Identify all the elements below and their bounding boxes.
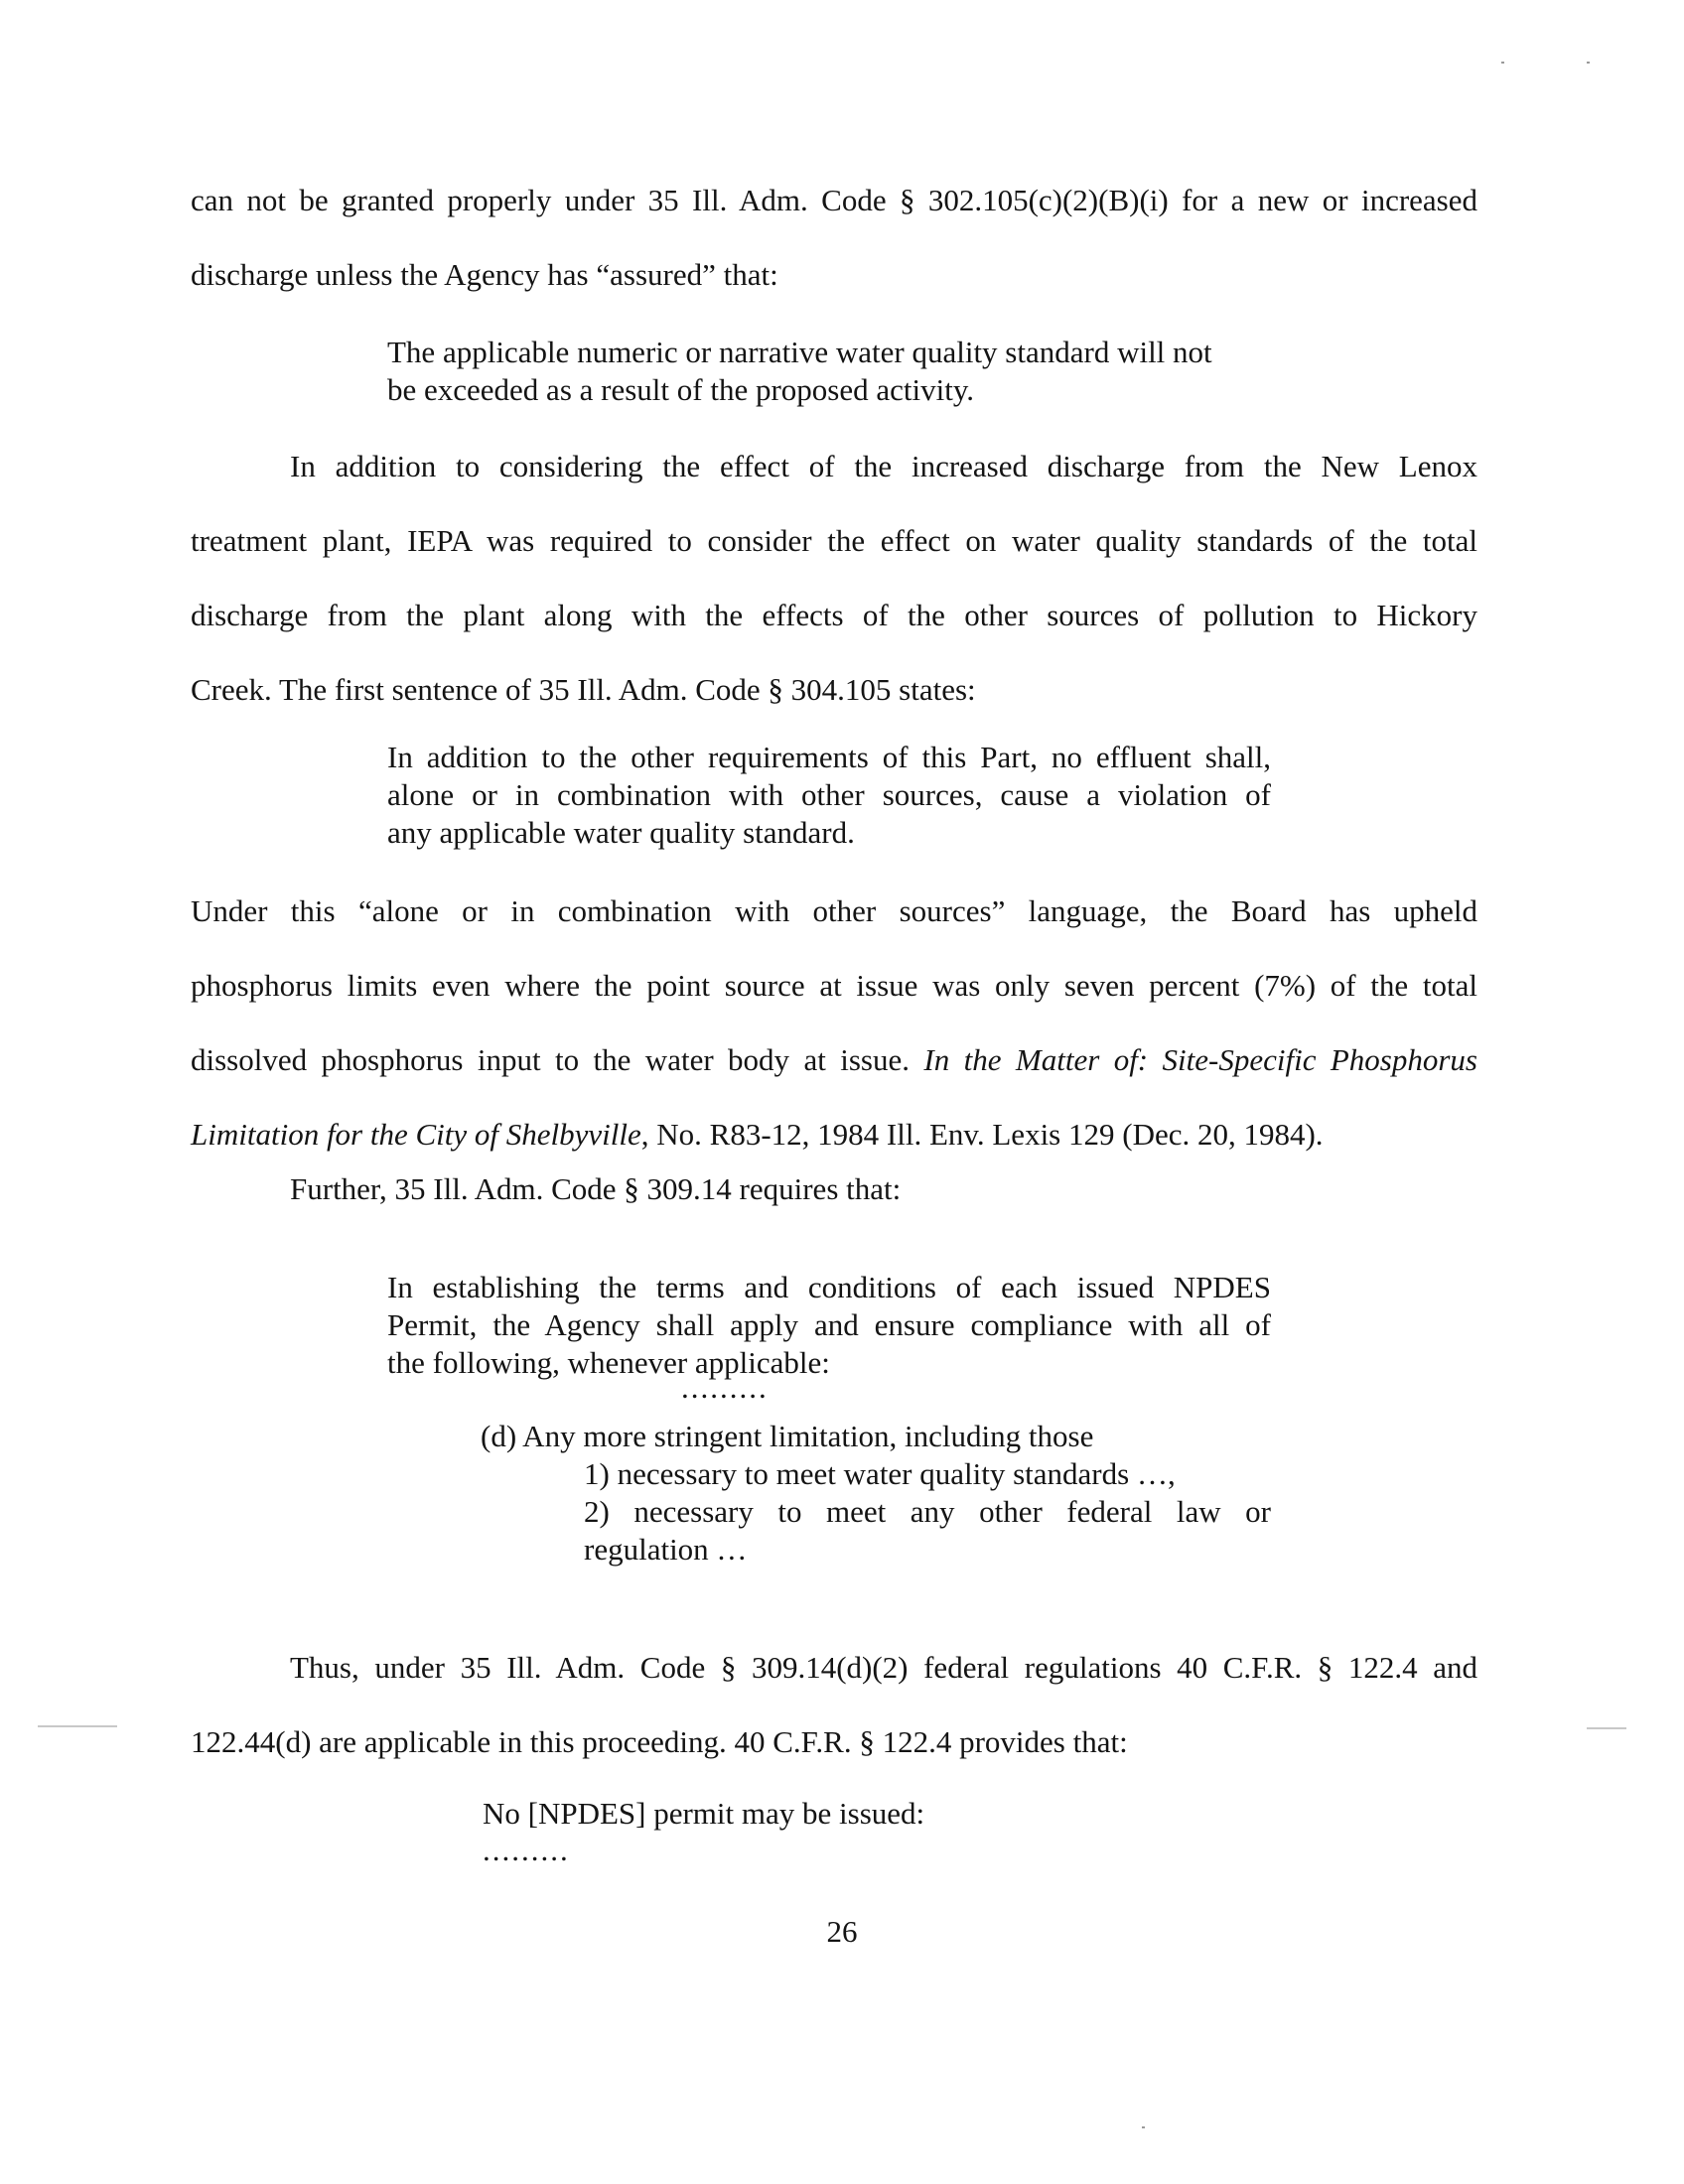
- block-quote-122-4: No [NPDES] permit may be issued:: [483, 1796, 925, 1831]
- ellipsis-omission: .........: [681, 1370, 769, 1405]
- quote-line: In establishing the terms and conditions of each issued NPDES: [387, 1270, 1271, 1304]
- block-quote-302-105: [387, 334, 1271, 409]
- quote-subitem-1: 1) necessary to meet water quality standards …,: [584, 1456, 1176, 1491]
- block-quote-309-14: [387, 1269, 1271, 1382]
- case-citation-italic: In the Matter of: Site-Specific Phosphorus: [923, 1042, 1477, 1077]
- scan-speck: [1587, 62, 1590, 64]
- text-line: discharge unless the Agency has “assured” that:: [191, 257, 778, 292]
- block-quote-304-105: [387, 739, 1271, 852]
- quote-subitem-2: [584, 1493, 1271, 1569]
- quote-line: alone or in combination with other sources, cause a violation of: [387, 777, 1271, 812]
- quote-line: Permit, the Agency shall apply and ensure compliance with all of: [387, 1307, 1271, 1342]
- quote-line: The applicable numeric or narrative water quality standard will not: [387, 335, 1212, 369]
- text-line: Further, 35 Ill. Adm. Code § 309.14 requires that:: [290, 1171, 902, 1206]
- scan-speck: [1587, 1727, 1626, 1729]
- text-line: [191, 1023, 1477, 1097]
- scan-speck: [38, 1725, 117, 1727]
- case-citation-italic: Limitation for the City of Shelbyville: [191, 1117, 641, 1152]
- text-line: 122.44(d) are applicable in this proceeding. 40 C.F.R. § 122.4 provides that:: [191, 1724, 1128, 1759]
- quote-line: any applicable water quality standard.: [387, 815, 855, 850]
- scan-speck: [1501, 62, 1504, 64]
- text-segment: dissolved phosphorus input to the water body at issue.: [191, 1042, 924, 1077]
- text-line: Under this “alone or in combination with other sources” language, the Board has upheld: [191, 893, 1477, 928]
- quote-line: be exceeded as a result of the proposed activity.: [387, 372, 975, 407]
- page-number: 26: [826, 1914, 858, 1949]
- text-line: treatment plant, IEPA was required to consider the effect on water quality standards of the total: [191, 523, 1477, 558]
- quote-line: In addition to the other requirements of this Part, no effluent shall,: [387, 740, 1271, 774]
- quote-line: the following, whenever applicable:: [387, 1345, 830, 1380]
- paragraph-federal-regs: [191, 1630, 1477, 1779]
- text-line: In addition to considering the effect of the increased discharge from the New Lenox: [290, 449, 1477, 483]
- text-line: can not be granted properly under 35 Ill. Adm. Code § 302.105(c)(2)(B)(i) for a new or increased: [191, 183, 1477, 217]
- scan-speck: [1142, 2126, 1145, 2128]
- text-line: Creek. The first sentence of 35 Ill. Adm. Code § 304.105 states:: [191, 672, 976, 707]
- quote-line: 2) necessary to meet any other federal law or: [584, 1494, 1271, 1529]
- text-segment: , No. R83-12, 1984 Ill. Env. Lexis 129 (Dec. 20, 1984).: [640, 1117, 1324, 1152]
- paragraph-cumulative-effect: [191, 429, 1477, 727]
- quote-item-d: (d) Any more stringent limitation, including those: [481, 1419, 1094, 1453]
- ellipsis-omission: .........: [483, 1833, 570, 1867]
- quote-line: regulation …: [584, 1532, 748, 1567]
- text-line: discharge from the plant along with the effects of the other sources of pollution to Hickory: [191, 598, 1477, 632]
- paragraph-shelbyville: [191, 874, 1477, 1171]
- text-line: phosphorus limits even where the point source at issue was only seven percent (7%) of the total: [191, 968, 1477, 1003]
- paragraph-309-14: [191, 1152, 1477, 1226]
- paragraph-continuation: [191, 163, 1477, 312]
- text-line: Thus, under 35 Ill. Adm. Code § 309.14(d)(2) federal regulations 40 C.F.R. § 122.4 and: [290, 1650, 1477, 1685]
